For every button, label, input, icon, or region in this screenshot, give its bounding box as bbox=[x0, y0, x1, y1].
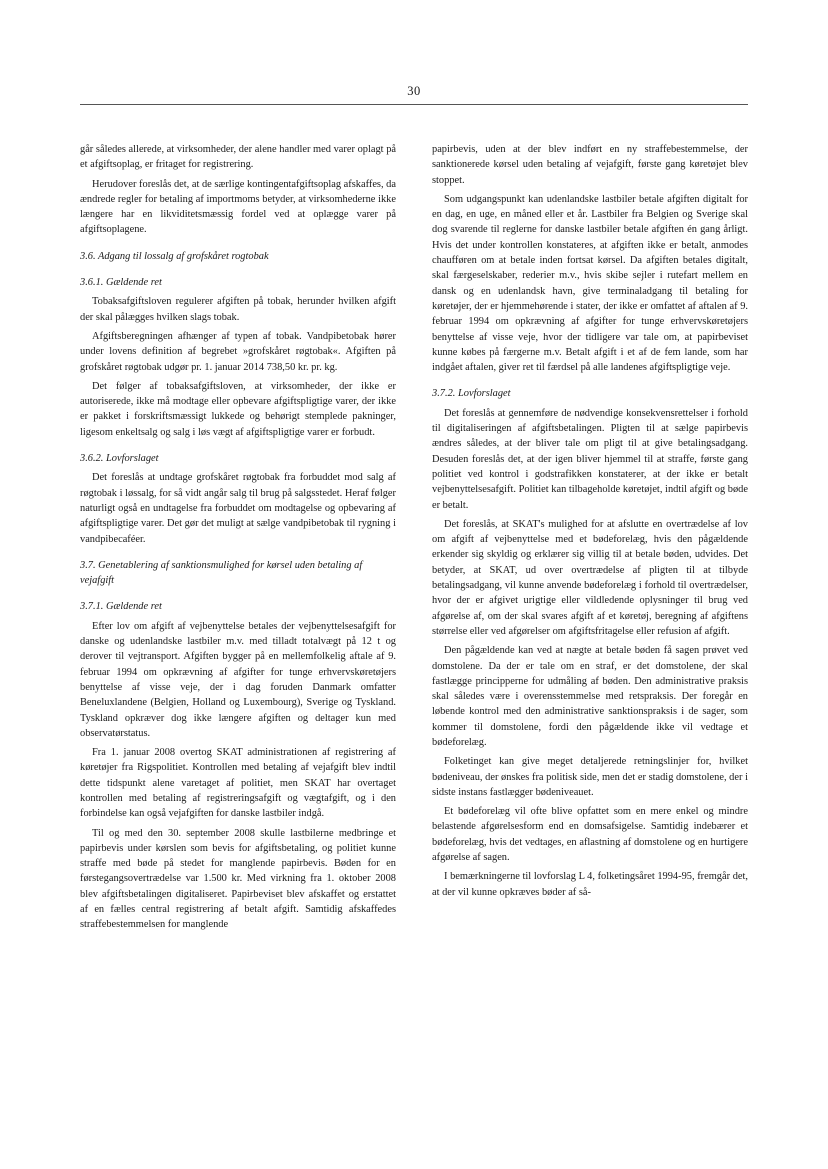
paragraph: Folketinget kan give meget detaljerede retningslinjer for, hvilket bødeniveau, der ønskes fra politisk side, men det er stadig domstolene, der i sidste instans fastlægger bødeniveauet. bbox=[432, 756, 748, 798]
paragraph: Afgiftsberegningen afhænger af typen af tobak. Vandpibetobak hører under lovens definition af begrebet »grofskåret røgtobak«. Afgiften på grofskåret røgtobak udgør pr. 1. januar 2014 738,50 kr. pr. kg. bbox=[80, 330, 396, 373]
section-heading: 3.6.2. Lovforslaget bbox=[80, 453, 159, 465]
left-column bbox=[80, 142, 396, 937]
paragraph: I bemærkningerne til lovforslag L 4, folketingsåret 1994-95, fremgår det, at der vil kunne opkræves bøder af så- bbox=[432, 871, 748, 898]
section-heading: 3.7. Genetablering af sanktionsmulighed for kørsel uden betaling af vejafgift bbox=[80, 559, 363, 587]
paragraph: Den pågældende kan ved at nægte at betale bøden få sagen prøvet ved domstolene. Da der er tale om en straf, er det domstolene, der skal fastlægge principperne for udmåling af bøden. Den administrative praksis skal således være i overensstemmelse med retspraksis. Der foregår en løbende kontrol med den administrative sanktionspraksis i de sager, som kommer til domstolene, fordi den pågældende ikke vil vedtage et bødeforelæg. bbox=[432, 645, 748, 748]
header-rule bbox=[80, 104, 748, 105]
section-heading: 3.7.1. Gældende ret bbox=[80, 601, 162, 613]
paragraph: Fra 1. januar 2008 overtog SKAT administrationen af registrering af køretøjer fra Rigspolitiet. Kontrollen med betaling af vejafgift blev indtil dette tidspunkt alene varetaget af politiet, men SKAT har overtaget kontrollen med betaling af registreringsafgift og vægtafgift, og i den forbindelse kan også vejafgiften for danske lastbiler indgå. bbox=[80, 747, 396, 820]
paragraph: Det foreslås, at SKAT's mulighed for at afslutte en overtrædelse af lov om afgift af vejbenyttelse med et bødeforelæg, hvis den pågældende erkender sig skyldig og erklærer sig villig til at betale bøden, udvides. Det betyder, at SKAT, ud over overtrædelse af pligten til at tilbyde betalingsadgang, vil kunne anvende bødeforelæg i forhold til overtrædelser, hvor der er afgivet urigtige eller vildledende oplysninger til brug ved afgørelse af, om der skal svares afgift af et køretøj, beregning af afgiftens størrelse eller ved afgørelser om afgiftsfritagelse eller refusion af afgift. bbox=[432, 518, 748, 637]
paragraph: Det foreslås at undtage grofskåret røgtobak fra forbuddet mod salg af røgtobak i løssalg, for så vidt angår salg til brug på salgsstedet. Heraf følger naturligt også en undtagelse fra forbuddet om modtagelse og opbevaring af afgiftspligtige varer. Det gør det muligt at sælge vandpibetobak til rygning i vandpibecaféer. bbox=[80, 472, 396, 545]
section-heading: 3.7.2. Lovforslaget bbox=[432, 388, 511, 400]
section-heading: 3.6.1. Gældende ret bbox=[80, 277, 162, 289]
paragraph: Til og med den 30. september 2008 skulle lastbilerne medbringe et papirbevis under kørslen som bevis for afgiftsbetaling, og politiet kunne straffe med bøde på stedet for manglende papirbevis. Bøden for en førstegangsovertrædelse var 1.500 kr. Med virkning fra 1. oktober 2008 blev afgiftsbetalingen digitaliseret. Papirbeviset blev afskaffet og erstattet af en fælles central registrering af betalt afgift. Samtidig afskaffedes straffebestemmelsen for manglende bbox=[80, 827, 396, 931]
paragraph: går således allerede, at virksomheder, der alene handler med varer oplagt på et afgiftsoplag, er fritaget for registrering. bbox=[80, 144, 396, 171]
paragraph: Efter lov om afgift af vejbenyttelse betales der vejbenyttelsesafgift for danske og udenlandske lastbiler m.v. med tilladt totalvægt på 12 t og derover til vejtransport. Afgiften bygger på en mellemfolkelig aftale af 9. februar 1994 om opkrævning af afgifter for tunge erhvervskøretøjers benyttelse af visse veje, der i dag foruden Danmark omfatter Beneluxlandene (Belgien, Holland og Luxembourg), Sverige og Tyskland. Tyskland opkræver dog ikke længere afgiften og deltager kun med observatørstatus. bbox=[80, 620, 396, 739]
paragraph: Tobaksafgiftsloven regulerer afgiften på tobak, herunder hvilken afgift der skal pålægges hvilken slags tobak. bbox=[80, 296, 396, 323]
right-column bbox=[432, 142, 748, 904]
paragraph: Som udgangspunkt kan udenlandske lastbiler betale afgiften digitalt for en dag, en uge, en måned eller et år. Lastbiler fra Belgien og Sverige skal dog svarende til reglerne for danske lastbiler betale afgiften én gang årligt. Hvis det under kontrollen konstateres, at afgiften ikke er betalt, anmodes chaufføren om at betale inden fortsat kørsel. Da afgiften betales digitalt, skal færgeselskaber, rederier m.v., hvis skibe sejler i rutefart mellem en dansk og en udenlandsk havn, give terminaladgang til betaling for køretøjer, der er hjemmehørende i stater, der ikke er omfattet af aftalen af 9. februar 1994 om opkrævning af afgifter for tunge erhvervskøretøjers benyttelse af visse veje, hvor der tidligere var tale om, at papirbeviset kunne købes på færgerne m.v. Betalt afgift i et af de fem lande, som har indgået aftalen, giver ret til færdsel på alle landenes afgiftspligtige veje. bbox=[432, 193, 748, 374]
section-heading: 3.6. Adgang til lossalg af grofskåret rogtobak bbox=[80, 250, 269, 262]
paragraph: Herudover foreslås det, at de særlige kontingentafgiftsoplag afskaffes, da ændrede regler for betaling af importmoms betyder, at virksomhederne ikke længere har en likviditetsmæssig fordel ved at oplægge varer på afgiftsoplagene. bbox=[80, 178, 396, 236]
page-number: 30 bbox=[407, 84, 421, 98]
paragraph: Det foreslås at gennemføre de nødvendige konsekvensrettelser i forhold til digitaliseringen af afgiftsbetalingen. Pligten til at sælge papirbevis ændres således, at der bliver tale om pligt til at give betalingsadgang. Desuden foreslås det, at der igen bliver hjemmel til at straffe, første gang politiet ved kontrol i godstrafikken konstaterer, at der ikke er betalt vejbenyttelsesafgift. Politiet kan tilbageholde køretøjet, indtil afgift og bøde er betalt. bbox=[432, 407, 748, 511]
paragraph: Det følger af tobaksafgiftsloven, at virksomheder, der ikke er autoriserede, ikke må modtage eller opbevare afgiftspligtige varer, der ikke er pakket i forskriftsmæssigt lukkede og behørigt stemplede pakninger, ligesom enkeltsalg og salg i løs vægt af afgiftspligtige varer er forbudt. bbox=[80, 380, 396, 438]
paragraph: Et bødeforelæg vil ofte blive opfattet som en mere enkel og mindre belastende afgørelsesform end en domsafsigelse. Samtidig indebærer et bødeforelæg, hvis det vedtages, en aflastning af domstolene og en hurtigere afgørelse af sagen. bbox=[432, 806, 748, 864]
paragraph: papirbevis, uden at der blev indført en ny straffebestemmelse, der sanktionerede kørsel uden betaling af vejafgift, første gang køretøjet blev stoppet. bbox=[432, 144, 748, 186]
